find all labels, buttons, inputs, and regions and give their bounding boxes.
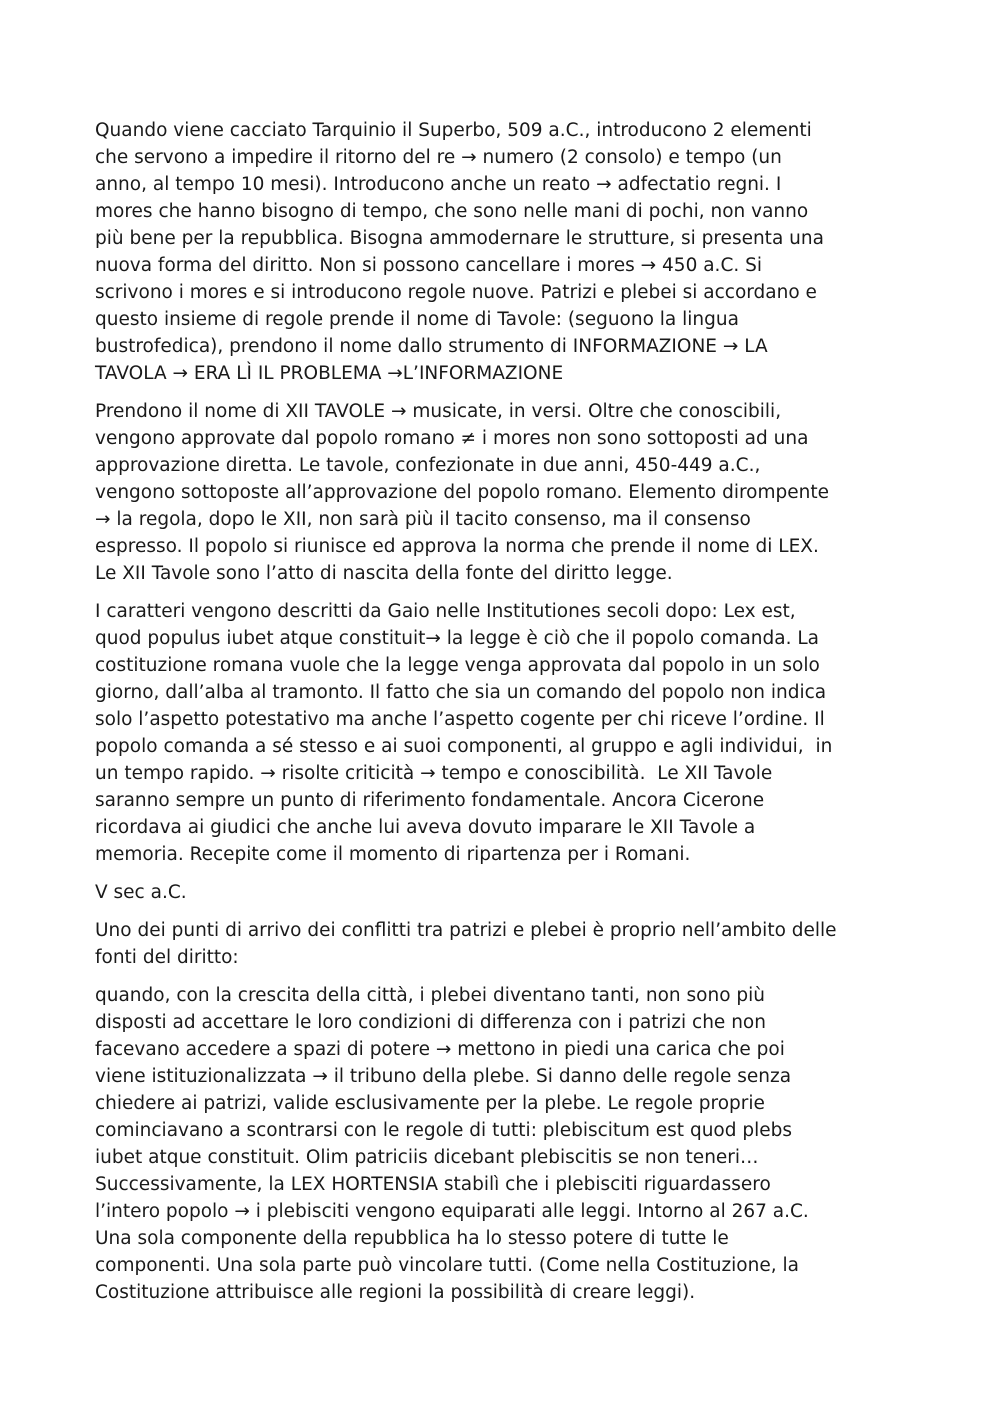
text-line: Quando viene cacciato Tarquinio il Superbo, 509 a.C., introducono 2 elementi [95,120,812,141]
document-page [95,117,910,1317]
text-line: approvazione diretta. Le tavole, confezionate in due anni, 450-449 a.C., [95,455,761,476]
text-line: che servono a impedire il ritorno del re → numero (2 consolo) e tempo (un [95,147,782,168]
text-line: Uno dei punti di arrivo dei conflitti tra patrizi e plebei è proprio nell’ambito delle [95,920,837,941]
text-line: un tempo rapido. → risolte criticità → tempo e conoscibilità. Le XII Tavole [95,763,773,784]
paragraph-v-sec [95,879,910,906]
text-line: nuova forma del diritto. Non si possono cancellare i mores → 450 a.C. Si [95,255,763,276]
text-line: componenti. Una sola parte può vincolare tutti. (Come nella Costituzione, la [95,1255,799,1276]
text-line: V sec a.C. [95,882,187,903]
paragraph-conflitti [95,917,910,971]
text-line: cominciavano a scontrarsi con le regole di tutti: plebiscitum est quod plebs [95,1120,793,1141]
text-line: ricordava ai giudici che anche lui aveva dovuto imparare le XII Tavole a [95,817,756,838]
text-line: quod populus iubet atque constituit→ la legge è ciò che il popolo comanda. La [95,628,820,649]
text-line: disposti ad accettare le loro condizioni di differenza con i patrizi che non [95,1012,766,1033]
text-line: Successivamente, la LEX HORTENSIA stabilì che i plebisciti riguardassero [95,1174,771,1195]
text-line: Costituzione attribuisce alle regioni la possibilità di creare leggi). [95,1282,696,1303]
text-line: quando, con la crescita della città, i plebei diventano tanti, non sono più [95,985,766,1006]
text-line: popolo comanda a sé stesso e ai suoi componenti, al gruppo e agli individui, in [95,736,833,757]
paragraph-gaio [95,598,910,868]
text-line: espresso. Il popolo si riunisce ed approva la norma che prende il nome di LEX. [95,536,819,557]
text-line: anno, al tempo 10 mesi). Introducono anche un reato → adfectatio regni. I [95,174,782,195]
text-line: fonti del diritto: [95,947,239,968]
text-line: Prendono il nome di XII TAVOLE → musicate, in versi. Oltre che conoscibili, [95,401,782,422]
text-line: I caratteri vengono descritti da Gaio nelle Institutiones secoli dopo: Lex est, [95,601,796,622]
text-line: Le XII Tavole sono l’atto di nascita della fonte del diritto legge. [95,563,673,584]
text-line: vengono sottoposte all’approvazione del popolo romano. Elemento dirompente [95,482,829,503]
paragraph-xii-tavole [95,398,910,587]
text-line: scrivono i mores e si introducono regole nuove. Patrizi e plebei si accordano e [95,282,817,303]
text-line: giorno, dall’alba al tramonto. Il fatto che sia un comando del popolo non indica [95,682,827,703]
text-line: chiedere ai patrizi, valide esclusivamente per la plebe. Le regole proprie [95,1093,765,1114]
text-line: costituzione romana vuole che la legge venga approvata dal popolo in un solo [95,655,820,676]
text-line: questo insieme di regole prende il nome di Tavole: (seguono la lingua [95,309,739,330]
text-line: facevano accedere a spazi di potere → mettono in piedi una carica che poi [95,1039,785,1060]
text-line: iubet atque constituit. Olim patriciis dicebant plebiscitis se non teneri… [95,1147,759,1168]
text-line: l’intero popolo → i plebisciti vengono equiparati alle leggi. Intorno al 267 a.C. [95,1201,809,1222]
text-line: vengono approvate dal popolo romano ≠ i mores non sono sottoposti ad una [95,428,809,449]
text-line: mores che hanno bisogno di tempo, che sono nelle mani di pochi, non vanno [95,201,809,222]
paragraph-tarquinio [95,117,910,387]
text-line: Una sola componente della repubblica ha lo stesso potere di tutte le [95,1228,729,1249]
text-line: bustrofedica), prendono il nome dallo strumento di INFORMAZIONE → LA [95,336,768,357]
text-line: più bene per la repubblica. Bisogna ammodernare le strutture, si presenta una [95,228,824,249]
text-line: solo l’aspetto potestativo ma anche l’aspetto cogente per chi riceve l’ordine. Il [95,709,825,730]
paragraph-plebei [95,982,910,1306]
text-line: saranno sempre un punto di riferimento fondamentale. Ancora Cicerone [95,790,765,811]
text-line: TAVOLA → ERA LÌ IL PROBLEMA →L’INFORMAZIONE [95,363,564,384]
text-line: viene istituzionalizzata → il tribuno della plebe. Si danno delle regole senza [95,1066,792,1087]
text-line: memoria. Recepite come il momento di ripartenza per i Romani. [95,844,691,865]
text-line: → la regola, dopo le XII, non sarà più il tacito consenso, ma il consenso [95,509,751,530]
